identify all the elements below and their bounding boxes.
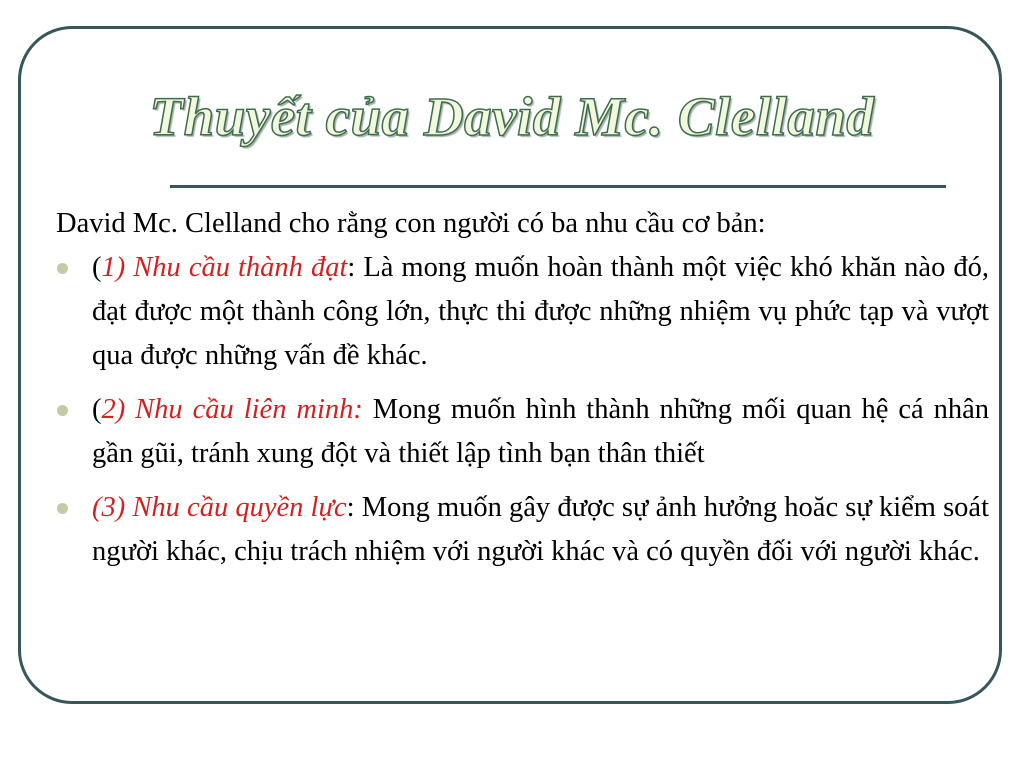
title-divider — [170, 185, 946, 188]
bullet-open-paren: ( — [92, 394, 102, 425]
slide-title: Thuyết của David Mc. Clelland — [149, 86, 875, 147]
slide-content — [56, 202, 989, 574]
bullet-body: Mong muốn hình thành những mối quan hệ cá nhân gần gũi, tránh xung đột và thiết lập tình bạn thân thiết — [92, 394, 989, 469]
bullet-body: Mong muốn gây được sự ảnh hưởng hoăc sự kiểm soát người khác, chịu trách nhiệm với người khác và có quyền đối với người khác. — [92, 492, 989, 567]
bullet-number: (3) — [92, 492, 126, 523]
bullet-item-affiliation — [56, 388, 989, 476]
bullet-separator: : — [346, 492, 355, 523]
bullet-dot-icon — [57, 263, 68, 274]
bullet-body: Là mong muốn hoàn thành một việc khó khăn nào đó, đạt được một thành công lớn, thực thi được những nhiệm vụ phức tạp và vượt qua được những vấn đề khác. — [92, 252, 989, 371]
bullet-number: 1 — [101, 252, 116, 283]
bullet-heading: ) Nhu cầu liên minh: — [115, 394, 363, 425]
bullet-item-achievement — [56, 246, 989, 378]
bullet-heading: Nhu cầu quyền lực — [125, 492, 347, 523]
bullet-open-paren: ( — [92, 252, 102, 283]
bullet-separator: : — [347, 252, 356, 283]
bullet-number: 2 — [101, 394, 116, 425]
bullet-dot-icon — [57, 503, 68, 514]
intro-text: David Mc. Clelland cho rằng con người có ba nhu cầu cơ bản: — [56, 208, 766, 239]
bullet-dot-icon — [57, 405, 68, 416]
bullet-item-power — [56, 486, 989, 574]
bullet-heading: ) Nhu cầu thành đạt — [115, 252, 348, 283]
